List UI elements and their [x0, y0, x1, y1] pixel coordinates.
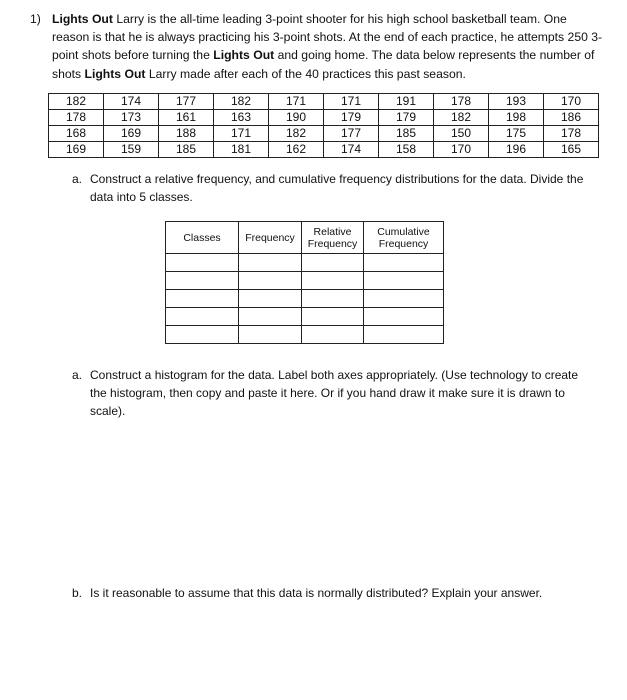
freq-empty-cell[interactable] — [239, 326, 302, 344]
freq-empty-cell[interactable] — [302, 272, 364, 290]
data-cell: 186 — [544, 110, 599, 126]
data-cell: 173 — [104, 110, 159, 126]
data-cell: 179 — [379, 110, 434, 126]
data-cell: 198 — [489, 110, 544, 126]
data-cell: 178 — [544, 126, 599, 142]
freq-empty-cell[interactable] — [364, 326, 444, 344]
header-frequency: Frequency — [239, 222, 302, 254]
data-cell: 165 — [544, 142, 599, 158]
freq-empty-cell[interactable] — [302, 308, 364, 326]
lights-out-bold-2: Lights Out — [213, 48, 275, 63]
data-cell: 162 — [269, 142, 324, 158]
data-cell: 169 — [104, 126, 159, 142]
freq-empty-cell[interactable] — [364, 254, 444, 272]
data-cell: 191 — [379, 94, 434, 110]
data-cell: 190 — [269, 110, 324, 126]
frequency-distribution-table — [165, 221, 444, 344]
data-cell: 169 — [49, 142, 104, 158]
data-cell: 182 — [214, 94, 269, 110]
part-a-histogram — [72, 366, 592, 421]
data-cell: 177 — [159, 94, 214, 110]
data-cell: 177 — [324, 126, 379, 142]
header-classes: Classes — [166, 222, 239, 254]
freq-empty-cell[interactable] — [364, 272, 444, 290]
data-cell: 188 — [159, 126, 214, 142]
header-cumulative-frequency: Cumulative Frequency — [364, 222, 444, 254]
data-cell: 170 — [434, 142, 489, 158]
freq-empty-cell[interactable] — [166, 326, 239, 344]
freq-empty-cell[interactable] — [302, 290, 364, 308]
data-cell: 171 — [324, 94, 379, 110]
header-relative-frequency: Relative Frequency — [302, 222, 364, 254]
question-text-part-3: Larry made after each of the 40 practices this past season. — [145, 66, 466, 81]
freq-empty-cell[interactable] — [239, 254, 302, 272]
data-cell: 185 — [159, 142, 214, 158]
data-cell: 163 — [214, 110, 269, 126]
data-cell: 178 — [434, 94, 489, 110]
part-label: b. — [72, 586, 83, 600]
lights-out-bold-1: Lights Out — [52, 12, 113, 26]
freq-empty-cell[interactable] — [302, 326, 364, 344]
data-cell: 193 — [489, 94, 544, 110]
data-cell: 159 — [104, 142, 159, 158]
question-1 — [30, 10, 605, 83]
part-text: Construct a histogram for the data. Label both axes appropriately. (Use technology to create the histogram, then copy and paste it here. Or if you hand draw it make sure it is drawn to scale). — [90, 368, 579, 419]
freq-empty-row — [166, 272, 444, 290]
freq-empty-row — [166, 290, 444, 308]
data-cell: 171 — [214, 126, 269, 142]
data-cell: 182 — [434, 110, 489, 126]
freq-empty-cell[interactable] — [239, 272, 302, 290]
data-cell: 185 — [379, 126, 434, 142]
lights-out-bold-3: Lights Out — [84, 66, 146, 81]
data-cell: 182 — [269, 126, 324, 142]
part-b-normality — [72, 584, 592, 602]
freq-empty-cell[interactable] — [364, 290, 444, 308]
part-text: Construct a relative frequency, and cumulative frequency distributions for the data. Divide the data into 5 classes. — [90, 172, 584, 205]
freq-empty-cell[interactable] — [166, 308, 239, 326]
question-text — [52, 10, 605, 83]
data-row — [49, 142, 599, 158]
freq-empty-cell[interactable] — [166, 254, 239, 272]
shots-data-table — [48, 93, 599, 158]
part-label: a. — [72, 368, 83, 382]
freq-empty-cell[interactable] — [166, 272, 239, 290]
part-text: Is it reasonable to assume that this data is normally distributed? Explain your answer. — [90, 586, 543, 600]
data-cell: 174 — [324, 142, 379, 158]
data-cell: 178 — [49, 110, 104, 126]
data-cell: 150 — [434, 126, 489, 142]
question-text-part-1: Larry is the all-time leading 3-point shooter for his high school basketball team. One reason is that he is always practicing his 3-point shots. At the end of each practice, he attempts 250 3-point shots before turning the — [52, 12, 603, 63]
data-cell: 179 — [324, 110, 379, 126]
freq-empty-cell[interactable] — [239, 308, 302, 326]
freq-empty-cell[interactable] — [239, 290, 302, 308]
data-row — [49, 94, 599, 110]
data-cell: 161 — [159, 110, 214, 126]
part-a-frequency — [72, 170, 592, 206]
freq-empty-cell[interactable] — [364, 308, 444, 326]
freq-empty-row — [166, 254, 444, 272]
data-cell: 196 — [489, 142, 544, 158]
freq-empty-row — [166, 308, 444, 326]
question-text-part-2: and going home. The data below represents the number of shots — [52, 48, 595, 81]
question-number: 1) — [30, 12, 41, 26]
data-cell: 175 — [489, 126, 544, 142]
freq-empty-row — [166, 326, 444, 344]
data-cell: 181 — [214, 142, 269, 158]
data-row — [49, 110, 599, 126]
data-cell: 174 — [104, 94, 159, 110]
freq-empty-cell[interactable] — [302, 254, 364, 272]
data-cell: 168 — [49, 126, 104, 142]
freq-empty-cell[interactable] — [166, 290, 239, 308]
data-row — [49, 126, 599, 142]
data-cell: 158 — [379, 142, 434, 158]
data-cell: 171 — [269, 94, 324, 110]
data-cell: 182 — [49, 94, 104, 110]
part-label: a. — [72, 172, 83, 186]
data-cell: 170 — [544, 94, 599, 110]
